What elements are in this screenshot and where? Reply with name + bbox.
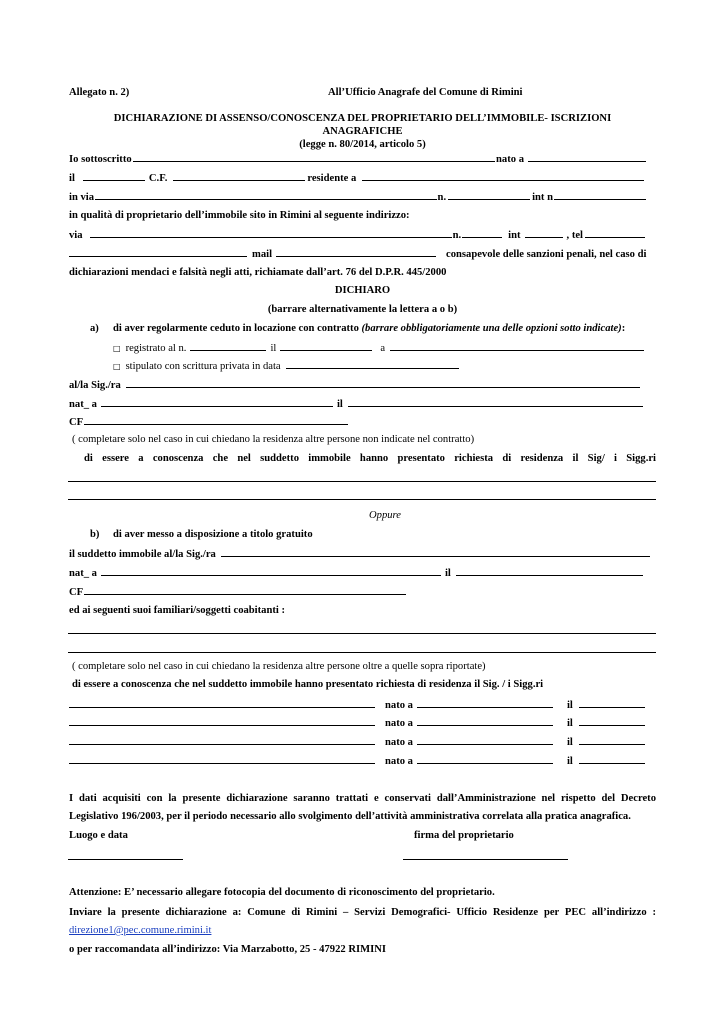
registrato-il-label: il [270,343,277,354]
sottoscritto-field[interactable] [133,152,495,162]
residente-field[interactable] [362,171,644,181]
property-via-field[interactable] [90,228,452,238]
option-a-conoscenza: di essere a conoscenza che nel suddetto immobile hanno presentato richiesta di residenza il Sig/ i Sigg.ri [84,453,656,464]
int-field[interactable] [554,190,646,200]
document-title-cont: ANAGRAFICHE [322,126,403,137]
luogo-data-field[interactable] [68,859,183,860]
law-reference: (legge n. 80/2014, articolo 5) [299,139,426,150]
tenant-cf-row [69,415,349,429]
resident-row [69,754,646,768]
registration-place-field[interactable] [390,341,644,351]
via-label: via [69,230,83,241]
resident-name-field[interactable] [69,716,375,726]
recipient-label: All’Ufficio Anagrafe del Comune di Rimini [328,87,523,98]
resident-nato-label: nato a [385,700,413,711]
residente-label: residente a [307,173,357,184]
option-b-person-row [69,547,651,561]
mail-row [69,247,655,261]
dichiaro-heading: DICHIARO [334,285,391,296]
raccomandata-text: o per raccomandata all’indirizzo: Via Marzabotto, 25 - 47922 RIMINI [69,944,386,955]
resident-il-label: il [566,718,573,729]
option-b-letter: b) [90,529,100,540]
option-b-birth-row [69,566,644,580]
attenzione-text: Attenzione: E’ necessario allegare fotocopia del documento di riconoscimento del proprietario. [69,887,495,898]
resident-birthdate-field[interactable] [579,754,645,764]
tenant-name-field[interactable] [126,378,640,388]
registrato-a-label: a [380,343,386,354]
registrato-row[interactable] [113,341,645,355]
resident-name-field[interactable] [69,754,375,764]
stipulato-date-field[interactable] [286,359,459,369]
resident-nato-label: nato a [385,737,413,748]
birth-date-field[interactable] [83,171,145,181]
option-a-colon: : [621,323,626,334]
resident-birthplace-field[interactable] [417,735,553,745]
option-b-cf-field[interactable] [84,585,406,595]
stipulato-label: stipulato con scrittura privata in data [125,361,281,372]
privacy-line-2: Legislativo 196/2003, per il periodo necessario allo svolgimento dell’attività amministrativa correlata alla pratica anagrafica. [69,811,631,822]
tenant-birthdate-field[interactable] [348,397,643,407]
resident-nato-label: nato a [385,756,413,767]
tenant-birthplace-field[interactable] [101,397,333,407]
option-a-line-2[interactable] [68,499,656,500]
option-a-text [113,322,625,335]
resident-birthplace-field[interactable] [417,754,553,764]
resident-birthplace-field[interactable] [417,698,553,708]
property-number-field[interactable] [462,228,502,238]
luogo-data-label: Luogo e data [69,830,128,841]
option-b-completare: ( completare solo nel caso in cui chiedano la residenza altre persone oltre a quelle sopra riportate) [72,661,486,672]
oppure-label: Oppure [369,510,401,521]
property-int-field[interactable] [525,228,563,238]
option-b-nat-label: nat_ a [69,568,97,579]
nato-a-label: nato a [496,154,524,165]
familiari-line-2[interactable] [68,652,656,653]
option-a-note: (barrare obbligatoriamente una delle opzioni sotto indicate) [361,323,622,334]
resident-birthplace-field[interactable] [417,716,553,726]
document-title: DICHIARAZIONE DI ASSENSO/CONOSCENZA DEL PROPRIETARIO DELL’IMMOBILE- ISCRIZIONI [113,113,612,124]
consapevole-text: consapevole delle sanzioni penali, nel caso di [446,249,647,260]
property-address-row [69,228,645,242]
nato-a-field[interactable] [528,152,646,162]
tenant-birth-row [69,397,644,411]
cf-row [69,171,645,185]
resident-nato-label: nato a [385,718,413,729]
resident-row [69,735,646,749]
attachment-label: Allegato n. 2) [69,87,130,98]
option-a-line-1[interactable] [68,481,656,482]
tenant-cf-label: CF [69,417,84,428]
option-b-text: di aver messo a disposizione a titolo gratuito [113,529,313,540]
pec-email-link[interactable]: direzione1@pec.comune.rimini.it [69,925,212,936]
option-b-birthdate-field[interactable] [456,566,643,576]
resident-il-label: il [566,700,573,711]
privacy-line-1: I dati acquisiti con la presente dichiarazione saranno trattati e conservati dall’Amministrazione nel rispetto del Decreto [69,793,656,804]
registrato-checkbox[interactable]: □ [113,344,121,353]
resident-birthdate-field[interactable] [579,716,645,726]
option-b-cf-row [69,585,407,599]
civic-number-field[interactable] [448,190,530,200]
familiari-label: ed ai seguenti suoi familiari/soggetti coabitanti : [69,605,285,616]
option-b-conoscenza: di essere a conoscenza che nel suddetto immobile hanno presentato richiesta di residenza il Sig. / i Sigg.ri [72,679,544,690]
int2-label: int [508,230,521,241]
option-b-birthplace-field[interactable] [101,566,441,576]
phone-cont-field[interactable] [69,247,247,257]
tenant-cf-field[interactable] [84,415,348,425]
il-label: il [69,173,75,184]
stipulato-row[interactable] [113,359,460,373]
tenant-il-label: il [336,399,343,410]
in-via-label: in via [69,192,95,203]
inviare-text: Inviare la presente dichiarazione a: Comune di Rimini – Servizi Demografici- Ufficio Residenze per PEC all’indirizzo : [69,907,656,918]
int-label: int n [532,192,553,203]
sottoscritto-label: Io sottoscritto [69,154,132,165]
resident-il-label: il [566,756,573,767]
option-b-cf-label: CF [69,587,84,598]
n2-label: n. [452,230,462,241]
dichiaro-subtitle: (barrare alternativamente la lettera a o b) [267,304,458,315]
option-b-person-field[interactable] [221,547,650,557]
firma-field[interactable] [403,859,568,860]
option-a-letter: a) [90,323,99,334]
resident-row [69,698,646,712]
registrato-label: registrato al n. [125,343,187,354]
firma-label: firma del proprietario [414,830,514,841]
option-a-main: di aver regolarmente ceduto in locazione con contratto [113,323,359,334]
resident-il-label: il [566,737,573,748]
stipulato-checkbox[interactable]: □ [113,362,121,371]
familiari-line-1[interactable] [68,633,656,634]
qualita-text: in qualità di proprietario dell’immobile sito in Rimini al seguente indirizzo: [69,210,410,221]
address-row [69,190,646,204]
dichiarazioni-text: dichiarazioni mendaci e falsità negli atti, richiamate dall’art. 76 del D.P.R. 445/2000 [69,267,447,278]
resident-name-field[interactable] [69,698,375,708]
resident-birthdate-field[interactable] [579,698,645,708]
n-label: n. [437,192,447,203]
resident-row [69,716,646,730]
mail-field[interactable] [276,247,436,257]
registration-number-field[interactable] [190,341,266,351]
tenant-label: al/la Sig./ra [69,380,121,391]
option-b-il-label: il [444,568,451,579]
option-a-completare: ( completare solo nel caso in cui chiedano la residenza altre persone non indicate nel contratto) [72,434,475,445]
resident-birthdate-field[interactable] [579,735,645,745]
registration-date-field[interactable] [280,341,372,351]
tel-field[interactable] [585,228,645,238]
tenant-nat-label: nat_ a [69,399,97,410]
mail-label: mail [252,249,273,260]
pec-email-row [69,924,211,937]
cf-label: C.F. [148,173,168,184]
option-b-person-label: il suddetto immobile al/la Sig./ra [69,549,216,560]
tenant-row [69,378,641,392]
cf-field[interactable] [173,171,305,181]
tel-label: , tel [566,230,583,241]
via-field[interactable] [95,190,437,200]
resident-name-field[interactable] [69,735,375,745]
sottoscritto-row [69,152,646,166]
